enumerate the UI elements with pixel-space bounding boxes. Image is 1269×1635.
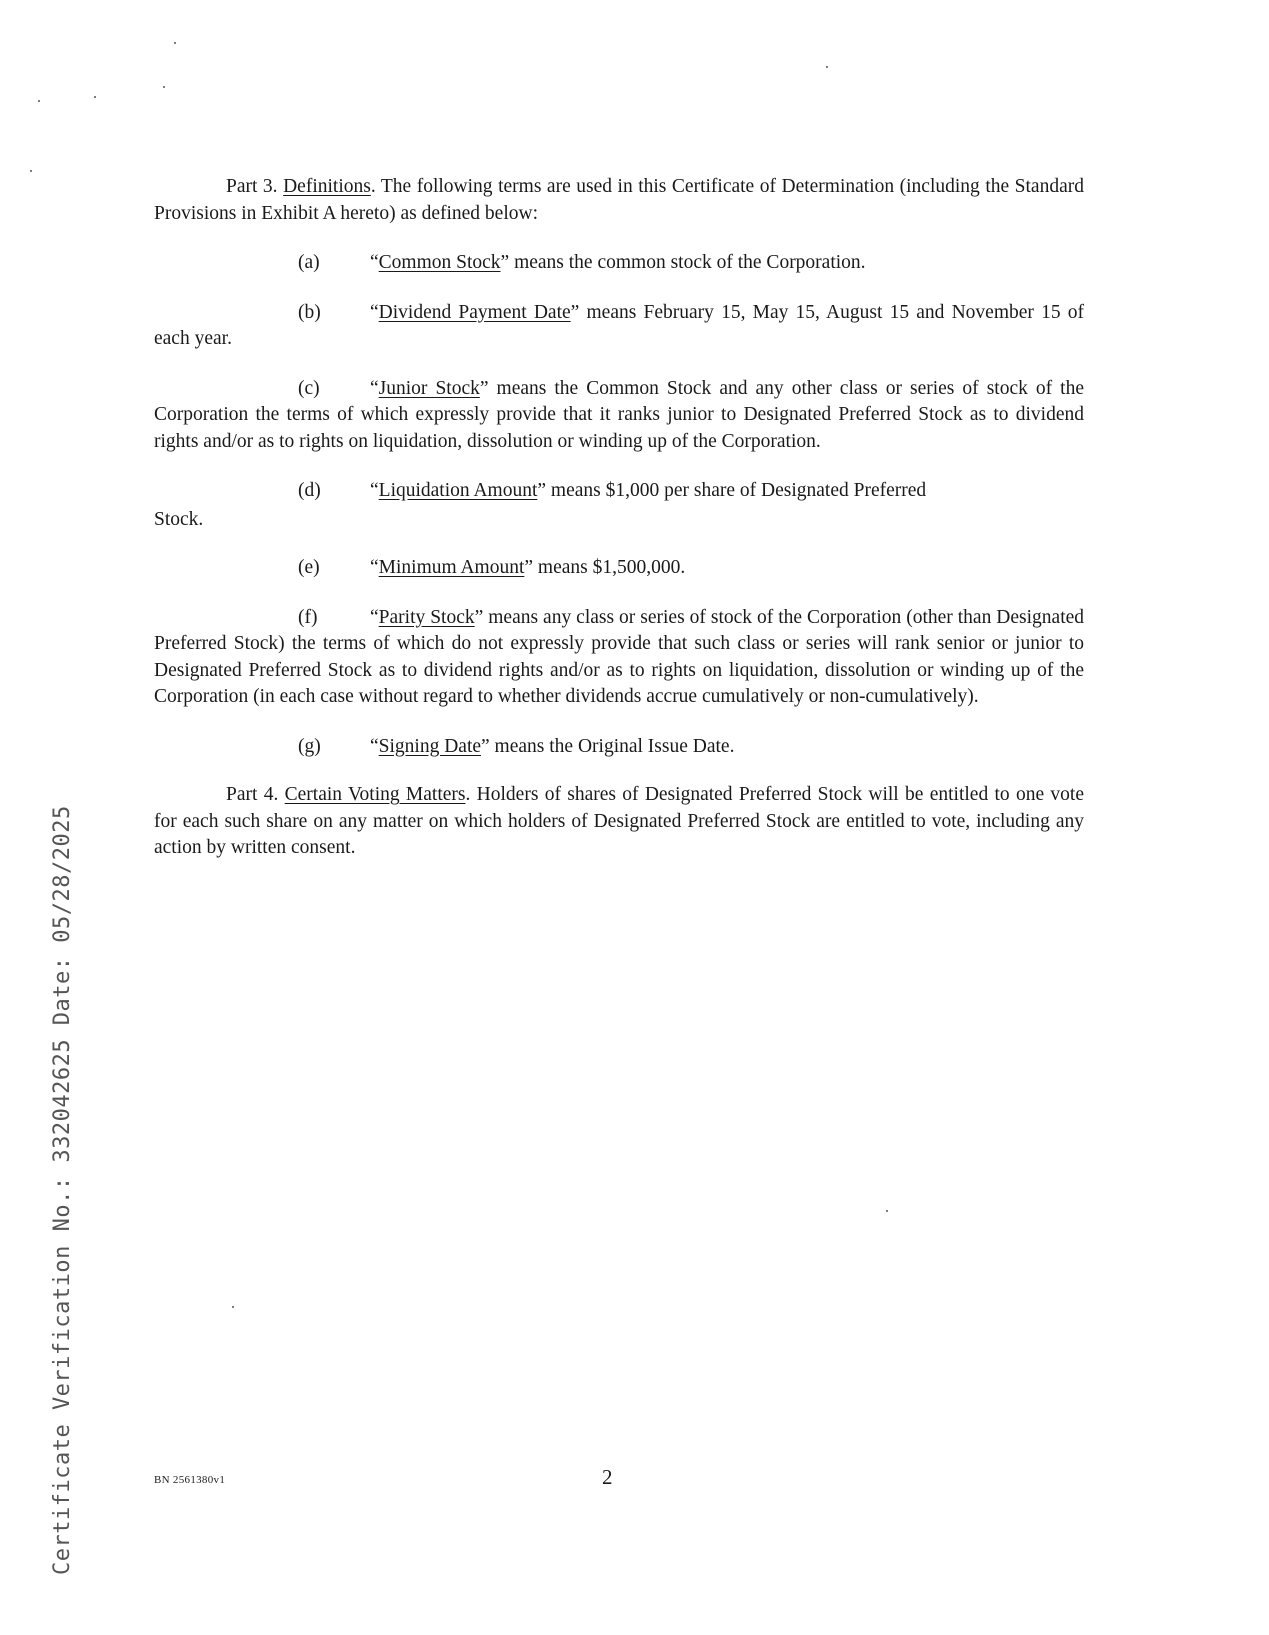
definition-text: ” means $1,000 per share of Designated Preferred xyxy=(537,480,927,501)
open-quote: “ xyxy=(370,252,379,273)
verification-watermark: Certificate Verification No.: 332042625 Date: 05/28/2025 xyxy=(50,805,75,1575)
scan-speck xyxy=(174,42,176,44)
definition-item-a xyxy=(154,250,1084,277)
definition-item-d xyxy=(154,478,1084,505)
definition-item-c xyxy=(154,376,1084,456)
part4-lead: Part 4. xyxy=(226,784,285,805)
item-label: (f) xyxy=(298,606,318,628)
defined-term: Liquidation Amount xyxy=(378,480,538,501)
part3-text: . The following terms are used in this Certificate of Determination (including the Standard Provisions in Exhibit A hereto) as defined below: xyxy=(154,176,1084,224)
definition-text: ” means the common stock of the Corporation. xyxy=(500,252,866,273)
definition-item-f xyxy=(154,605,1084,711)
item-label: (g) xyxy=(298,735,321,757)
definition-text: ” means the Original Issue Date. xyxy=(481,735,735,757)
definition-text: ” means $1,500,000. xyxy=(524,557,686,578)
definition-item-g xyxy=(154,734,1084,761)
item-label: (d) xyxy=(298,480,321,501)
definition-text: ” means the Common Stock and any other class or series of stock of the Corporation the terms of which expressly provide that it ranks junior to Designated Preferred Stock as to dividend rights and/or as to rights on liquidation, dissolution or winding up of the Corporation. xyxy=(154,377,1084,452)
scan-speck xyxy=(886,1210,888,1212)
defined-term: Dividend Payment Date xyxy=(378,301,571,323)
defined-term: Signing Date xyxy=(378,735,482,757)
definition-item-e xyxy=(154,555,1084,582)
part4-paragraph xyxy=(154,782,1084,862)
item-label: (c) xyxy=(298,377,320,399)
part3-lead: Part 3. xyxy=(226,176,284,197)
item-label: (b) xyxy=(298,301,321,323)
part4-heading: Certain Voting Matters xyxy=(284,784,466,805)
defined-term: Junior Stock xyxy=(378,377,480,399)
scan-speck xyxy=(163,86,165,88)
defined-term: Minimum Amount xyxy=(378,557,525,578)
part3-paragraph xyxy=(154,174,1084,227)
page-number: 2 xyxy=(602,1465,613,1489)
scan-speck xyxy=(826,66,828,68)
document-footer-code: BN 2561380v1 xyxy=(154,1474,226,1486)
document-body xyxy=(154,174,1084,862)
open-quote: “ xyxy=(370,301,379,323)
open-quote: “ xyxy=(370,480,379,501)
open-quote: “ xyxy=(370,377,379,399)
item-label: (e) xyxy=(298,557,320,578)
open-quote: “ xyxy=(370,735,379,757)
definition-item-d-tail: Stock. xyxy=(154,508,204,530)
scan-speck xyxy=(94,96,96,98)
part3-heading: Definitions xyxy=(283,176,371,197)
scan-speck xyxy=(232,1306,234,1308)
scan-speck xyxy=(30,170,32,172)
definition-text: ” means any class or series of stock of the Corporation (other than Designated Preferred Stock) the terms of which do not expressly provide that such class or series will rank senior or junior to Designated Preferred Stock as to dividend rights and/or as to rights on liquidation, dissolution or winding up of the Corporation (in each case without regard to whether dividends accrue cumulatively or non-cumulatively). xyxy=(154,606,1085,707)
scan-speck xyxy=(38,100,40,102)
item-label: (a) xyxy=(298,252,320,273)
open-quote: “ xyxy=(370,606,379,628)
definition-text: ” means February 15, May 15, August 15 and November 15 of each year. xyxy=(154,301,1085,349)
open-quote: “ xyxy=(370,557,379,578)
defined-term: Parity Stock xyxy=(378,606,475,628)
definition-item-b xyxy=(154,300,1084,353)
defined-term: Common Stock xyxy=(378,252,501,273)
part4-text: . Holders of shares of Designated Preferred Stock will be entitled to one vote for each such share on any matter on which holders of Designated Preferred Stock are entitled to vote, including any action by written consent. xyxy=(154,784,1084,858)
